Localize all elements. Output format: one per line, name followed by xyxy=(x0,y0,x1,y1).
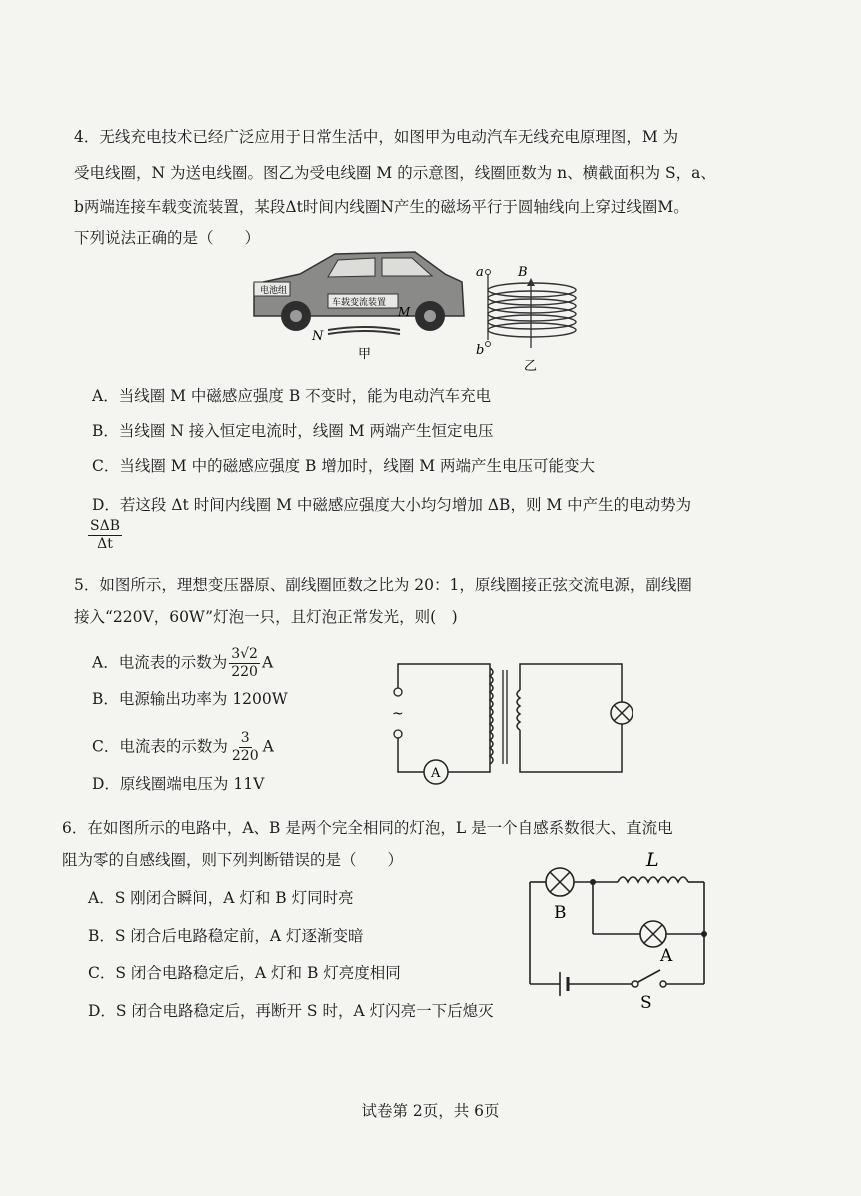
terminal-a: a xyxy=(476,265,484,280)
battery-label: 电池组 xyxy=(260,286,288,296)
q6-option-c: C．S 闭合电路稳定后，A 灯和 B 灯亮度相同 xyxy=(88,964,401,982)
terminal-b: b xyxy=(476,343,485,358)
coil-m-label: M xyxy=(398,305,411,319)
coil-m-diagram xyxy=(476,265,576,374)
q4-stem-line3: b两端连接车载变流装置，某段Δt时间内线圈N产生的磁场平行于圆轴线向上穿过线圈M。 xyxy=(74,198,689,216)
q5-transformer-circuit xyxy=(388,654,633,789)
q4-option-d: D．若这段 Δt 时间内线圈 M 中磁感应强度大小均匀增加 ΔB，则 M 中产生的电动势为 xyxy=(92,496,692,514)
q5-a-numerator: 3√2 xyxy=(231,646,258,662)
q6-option-a: A．S 刚闭合瞬间，A 灯和 B 灯同时亮 xyxy=(88,889,354,907)
battery-icon xyxy=(560,972,568,996)
q4-option-d-fraction xyxy=(86,518,124,553)
coil-n-label: N xyxy=(312,329,324,344)
field-label-b: B xyxy=(518,265,528,280)
q4-figure xyxy=(240,244,600,376)
converter-label: 车载变流装置 xyxy=(332,298,387,308)
q5-option-a xyxy=(92,646,273,681)
lamp-icon xyxy=(611,702,633,724)
q5-stem-line1: 5．如图所示，理想变压器原、副线圈匝数之比为 20：1，原线圈接正弦交流电源，副线圈 xyxy=(74,576,692,594)
q5-c-numerator: 3 xyxy=(240,730,250,746)
q4-option-b: B．当线圈 N 接入恒定电流时，线圈 M 两端产生恒定电压 xyxy=(92,422,494,440)
q6-stem-line1: 6．在如图所示的电路中，A、B 是两个完全相同的灯泡，L 是一个自感系数很大、直流电 xyxy=(62,819,673,837)
q6-option-d: D．S 闭合电路稳定后，再断开 S 时，A 灯闪亮一下后熄灭 xyxy=(88,1002,494,1020)
lamp-a-icon xyxy=(640,921,666,947)
switch-label: S xyxy=(640,993,652,1013)
switch-s-icon xyxy=(632,970,666,987)
q5-option-d: D．原线圈端电压为 11V xyxy=(92,775,265,793)
q5-a-denominator: 220 xyxy=(231,664,258,680)
lamp-b-label: B xyxy=(554,903,567,923)
page-footer: 试卷第 2页，共 6页 xyxy=(361,1102,500,1120)
q4-stem-line4: 下列说法正确的是（ ） xyxy=(74,229,261,247)
q4-stem-line1: 4．无线充电技术已经广泛应用于日常生活中，如图甲为电动汽车无线充电原理图，M 为 xyxy=(74,128,679,146)
q6-self-inductance-circuit xyxy=(520,844,720,1016)
q4-d-numerator: SΔB xyxy=(90,518,120,534)
ammeter-label: A xyxy=(431,766,441,781)
caption-yi: 乙 xyxy=(524,359,538,374)
inductor-l-icon xyxy=(618,877,688,882)
q4-stem-line2: 受电线圈，N 为送电线圈。图乙为受电线圈 M 的示意图，线圈匝数为 n、横截面积为 S，a、 xyxy=(74,164,716,182)
lamp-a-label: A xyxy=(660,946,673,966)
inductor-label: L xyxy=(646,849,659,871)
q5-a-unit: A xyxy=(261,653,274,672)
q5-stem-line2: 接入“220V，60W”灯泡一只，且灯泡正常发光，则( ) xyxy=(74,608,458,626)
q6-option-b: B．S 闭合后电路稳定前，A 灯逐渐变暗 xyxy=(88,927,364,945)
q4-option-c: C．当线圈 M 中的磁感应强度 B 增加时，线圈 M 两端产生电压可能变大 xyxy=(92,457,596,475)
q5-a-text: A．电流表的示数为 xyxy=(92,653,228,672)
q5-c-text: C．电流表的示数为 xyxy=(92,737,228,756)
q5-c-denominator: 220 xyxy=(231,748,259,764)
q6-stem-line2: 阻为零的自感线圈，则下列判断错误的是（ ） xyxy=(62,851,404,869)
caption-jia: 甲 xyxy=(358,347,372,362)
car-illustration xyxy=(254,252,464,362)
q4-d-denominator: Δt xyxy=(97,536,113,552)
q5-option-c xyxy=(92,730,274,765)
q5-c-unit: A xyxy=(262,737,274,756)
ac-source-symbol: ~ xyxy=(392,706,404,722)
q4-option-a: A．当线圈 M 中磁感应强度 B 不变时，能为电动汽车充电 xyxy=(92,387,492,405)
q5-option-b: B．电源输出功率为 1200W xyxy=(92,690,288,708)
lamp-b-icon xyxy=(546,868,574,896)
